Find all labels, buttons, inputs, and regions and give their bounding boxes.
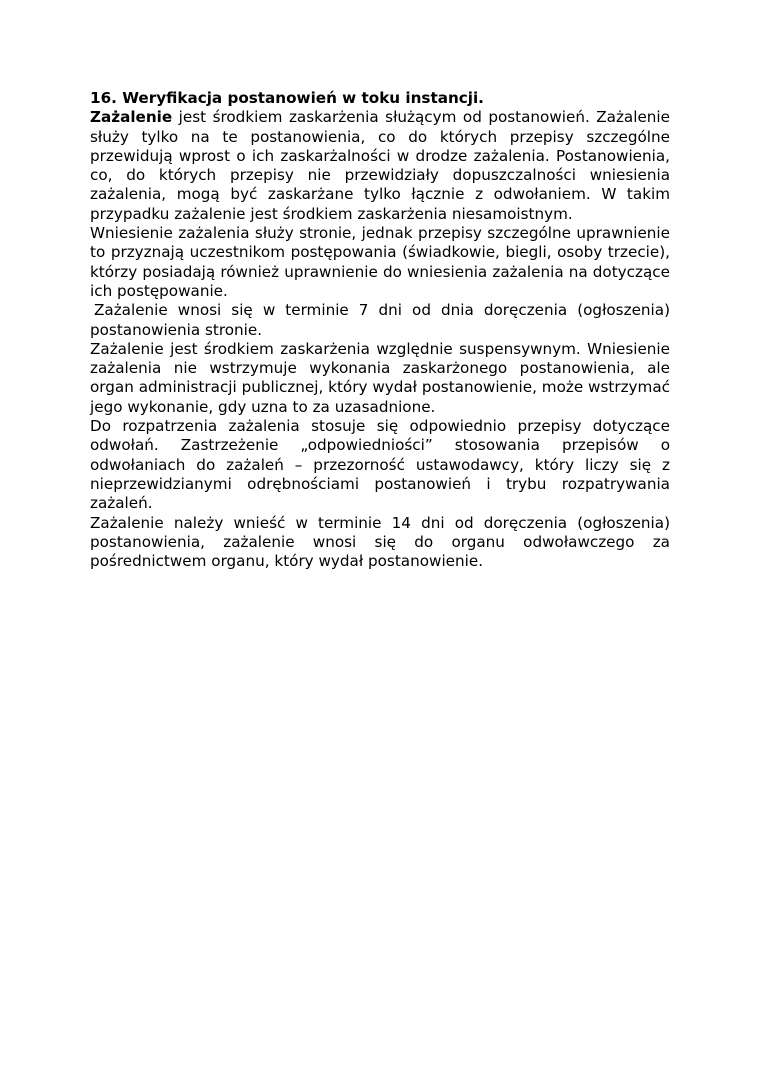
paragraph-deadline-7-days bbox=[90, 301, 670, 340]
paragraph-right-to-appeal bbox=[90, 224, 670, 301]
paragraph-text: Do rozpatrzenia zażalenia stosuje się odpowiednio przepisy dotyczące odwołań. Zastrzeżenie „odpowiedniości” stosowania przepisów o odwołaniach do zażaleń – przezorność ustawodawcy, który liczy się z nieprzewidzianymi odrębnościami postanowień i trybu rozpatrywania zażaleń. bbox=[90, 417, 670, 513]
document-page bbox=[90, 89, 670, 571]
paragraph-suspensive-effect bbox=[90, 340, 670, 417]
paragraph-text: Zażalenie należy wnieść w terminie 14 dni od doręczenia (ogłoszenia) postanowienia, zażalenie wnosi się do organu odwoławczego za pośrednictwem organu, który wydał postanowienie. bbox=[90, 513, 670, 571]
paragraph-text: Zażalenie jest środkiem zaskarżenia względnie suspensywnym. Wniesienie zażalenia nie wstrzymuje wykonania zaskarżonego postanowienia, ale organ administracji publicznej, który wydał postanowienie, może wstrzymać jego wykonanie, gdy uzna to za uzasadnione. bbox=[90, 339, 670, 416]
paragraph-text: Zażalenie wnosi się w terminie 7 dni od dnia doręczenia (ogłoszenia) postanowienia stronie. bbox=[90, 301, 670, 339]
paragraph-zazalenie-definition bbox=[90, 108, 670, 224]
paragraph-deadline-14-days bbox=[90, 514, 670, 572]
paragraph-applicable-rules bbox=[90, 417, 670, 513]
section-heading: 16. Weryfikacja postanowień w toku instancji. bbox=[90, 89, 484, 107]
paragraph-lead-term: Zażalenie bbox=[90, 108, 173, 127]
paragraph-text: Wniesienie zażalenia służy stronie, jednak przepisy szczególne uprawnienie to przyznają uczestnikom postępowania (świadkowie, biegli, osoby trzecie), którzy posiadają również uprawnienie do wniesienia zażalenia na dotyczące ich postępowanie. bbox=[90, 224, 670, 300]
paragraph-text: jest środkiem zaskarżenia służącym od postanowień. Zażalenie służy tylko na te postanowienia, co do których przepisy szczególne przewidują wprost o ich zaskarżalności w drodze zażalenia. Postanowienia, co, do których przepisy nie przewidziały dopuszczalności wniesienia zażalenia, mogą być zaskarżane tylko łącznie z odwołaniem. W takim przypadku zażalenie jest środkiem zaskarżenia niesamoistnym. bbox=[90, 108, 670, 223]
